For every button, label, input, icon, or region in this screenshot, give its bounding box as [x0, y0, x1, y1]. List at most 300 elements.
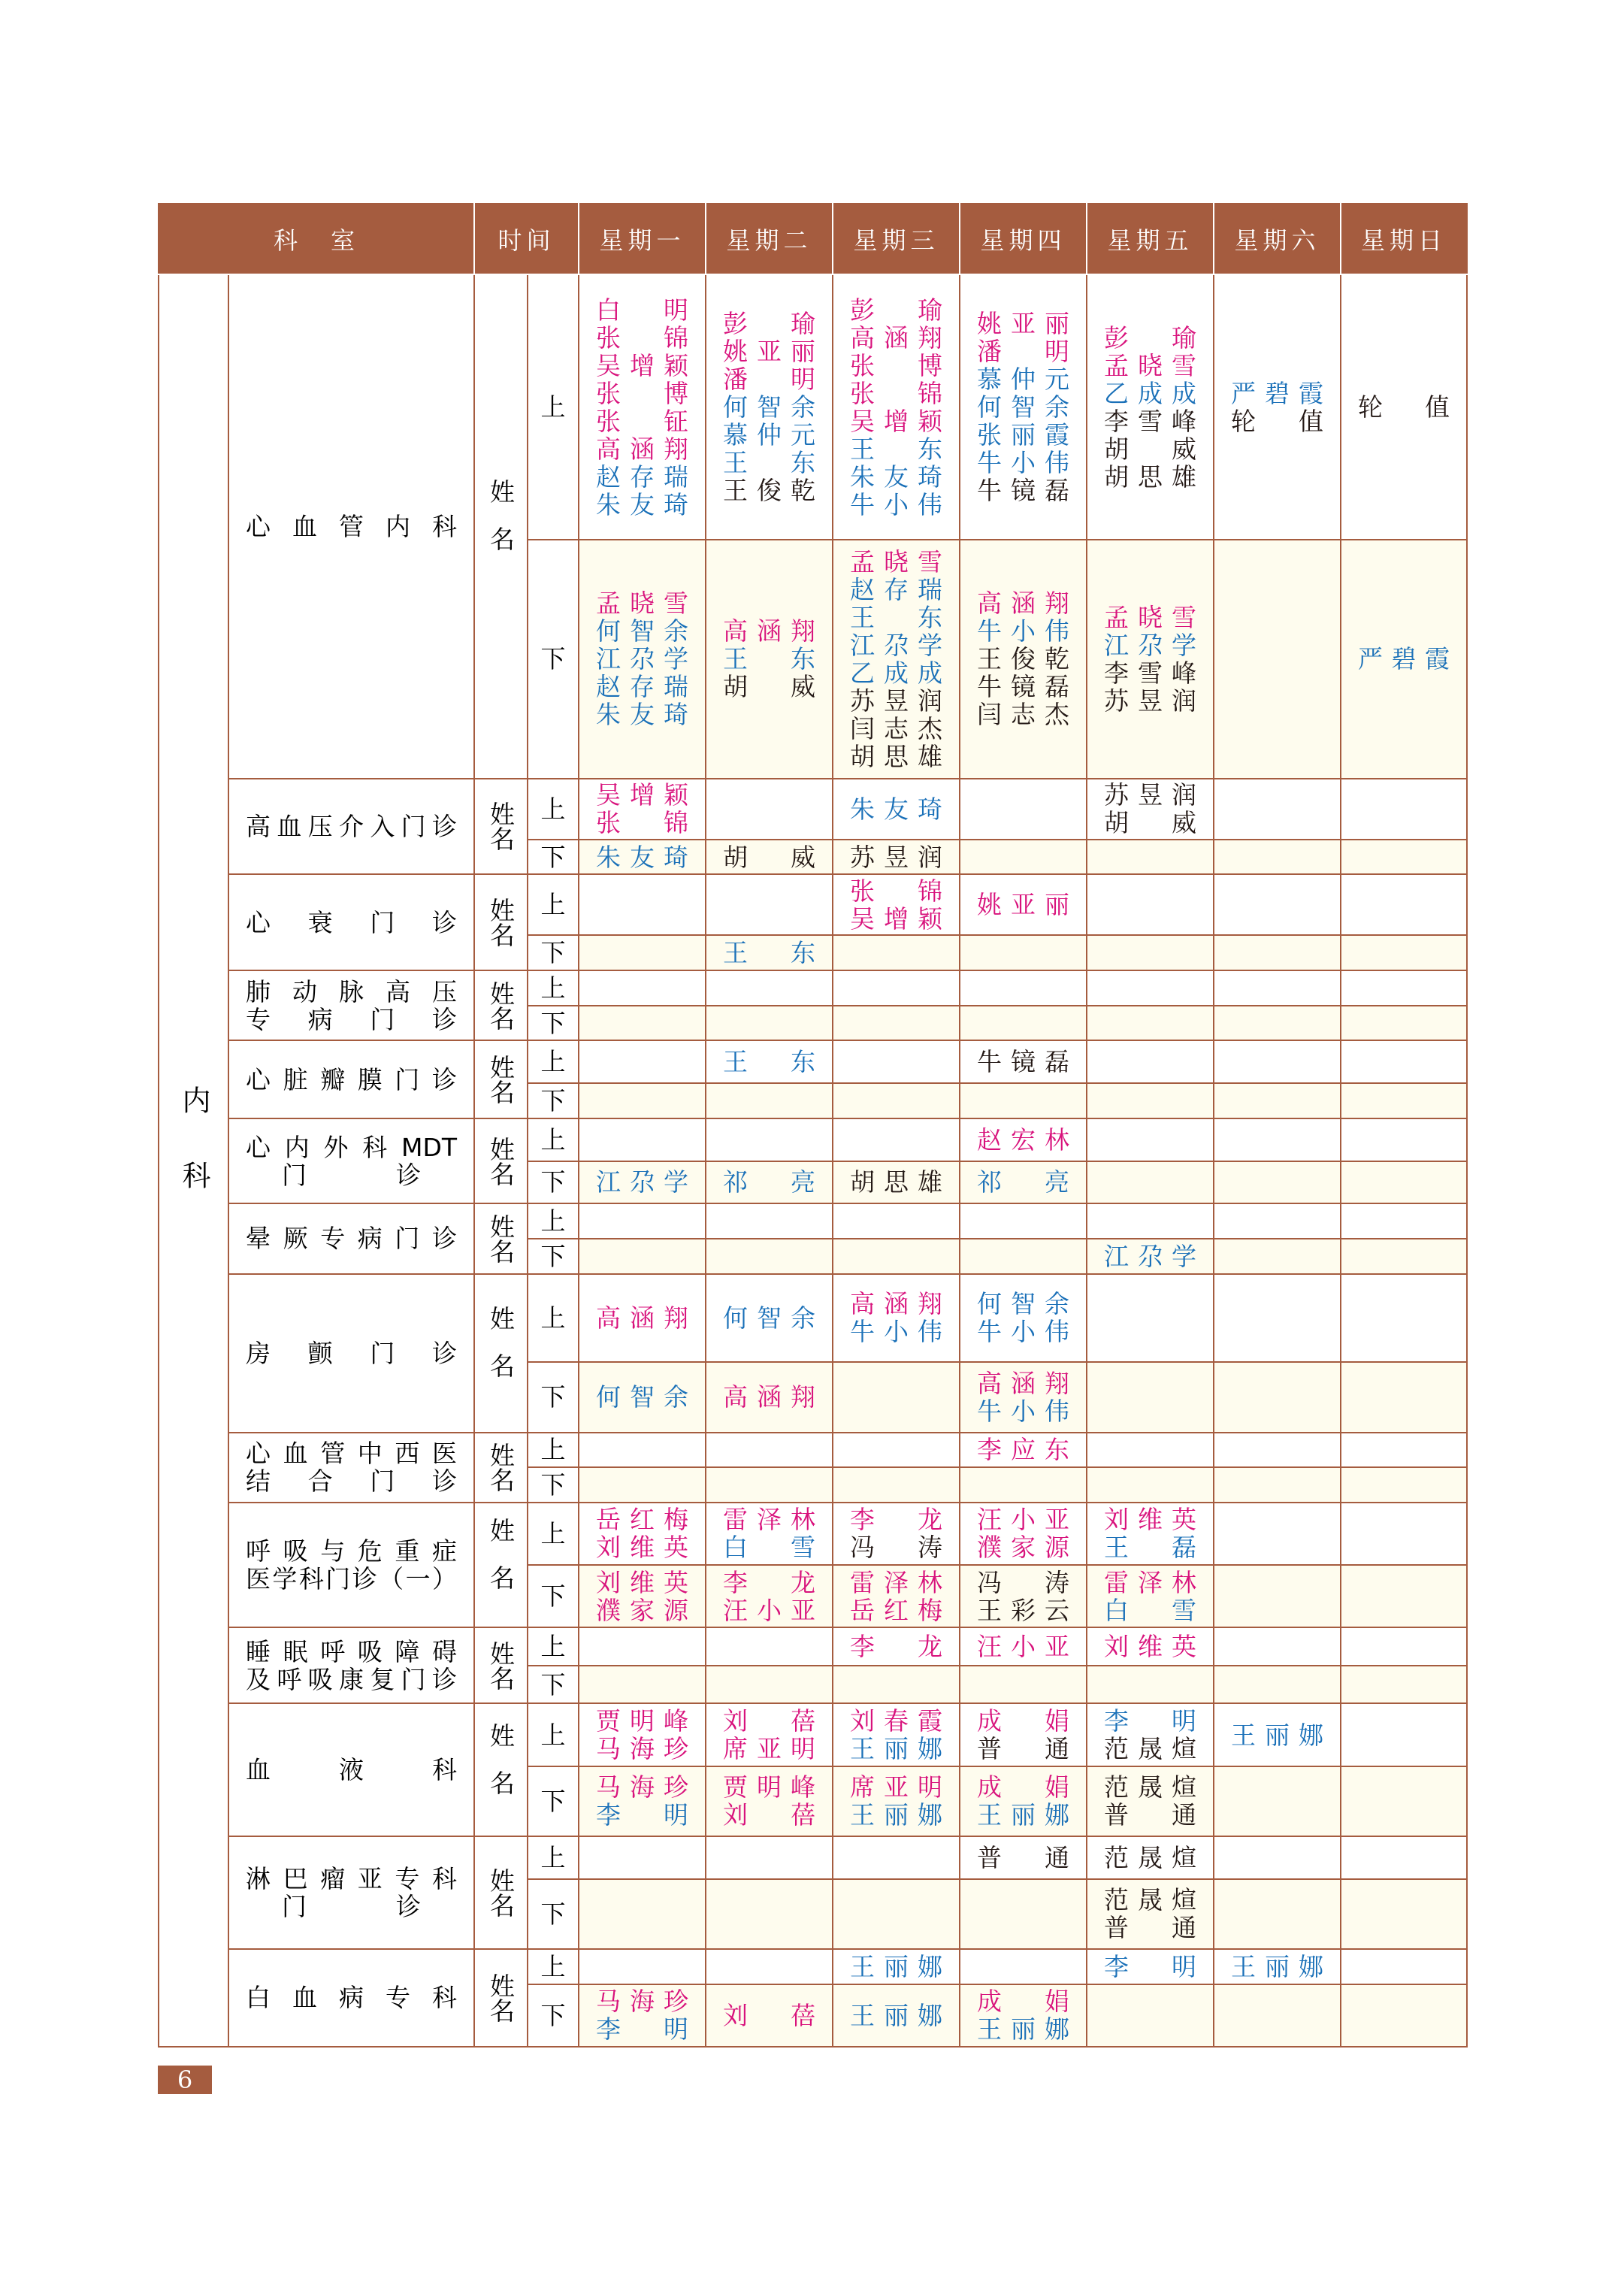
- doctor-name: 胡思雄: [850, 741, 943, 771]
- department-name: [228, 1274, 474, 1433]
- schedule-cell: [960, 1984, 1087, 2047]
- doctor-name: 胡威: [1104, 808, 1197, 838]
- schedule-cell: [960, 1161, 1087, 1204]
- department-line: 血液科: [246, 1755, 458, 1785]
- schedule-cell: [833, 1083, 960, 1118]
- doctor-name: 潘明: [723, 365, 816, 395]
- doctor-name: 牛镜磊: [977, 476, 1070, 506]
- doctor-name: 王丽娜: [850, 1734, 943, 1764]
- schedule-cell: [1341, 1040, 1467, 1083]
- doctor-name: 姚亚丽: [977, 890, 1070, 920]
- name-label: 姓名: [474, 1118, 528, 1204]
- doctor-name: 张锦: [850, 876, 943, 906]
- schedule-cell: [833, 1879, 960, 1949]
- doctor-name: 王丽娜: [850, 1800, 943, 1830]
- schedule-cell: [1214, 1703, 1341, 1766]
- doctor-name: 牛镜磊: [977, 1047, 1070, 1077]
- doctor-name: 王东: [723, 644, 816, 674]
- schedule-cell: [1341, 1161, 1467, 1204]
- slot-afternoon: 下: [528, 1666, 579, 1704]
- schedule-cell: [1341, 1006, 1467, 1041]
- schedule-cell: [833, 840, 960, 875]
- doctor-name: 张锦: [596, 322, 689, 353]
- doctor-name: 胡威: [723, 672, 816, 702]
- schedule-cell: [960, 1949, 1087, 1984]
- doctor-name: 汪小亚: [977, 1505, 1070, 1535]
- schedule-cell: [960, 1362, 1087, 1432]
- department-name: [228, 970, 474, 1040]
- doctor-name: 王俊乾: [977, 644, 1070, 674]
- department-line: 心衰门诊: [246, 907, 458, 937]
- department-name: [228, 1949, 474, 2047]
- schedule-cell: [1214, 1161, 1341, 1204]
- schedule-cell: [1087, 1627, 1214, 1666]
- name-label: 姓名: [474, 1274, 528, 1433]
- schedule-cell: [1214, 1362, 1341, 1432]
- schedule-cell: [1214, 1766, 1341, 1836]
- doctor-name: 乙成成: [1104, 378, 1197, 408]
- doctor-name: 慕仲元: [723, 420, 816, 450]
- header-day: 星期日: [1341, 204, 1467, 274]
- doctor-name: 胡思雄: [850, 1167, 943, 1197]
- doctor-name: 姚亚丽: [723, 337, 816, 367]
- schedule-cell: [579, 1118, 706, 1161]
- schedule-cell: [579, 540, 706, 778]
- schedule-cell: [1087, 840, 1214, 875]
- schedule-cell: [960, 1083, 1087, 1118]
- schedule-cell: [579, 1239, 706, 1274]
- schedule-cell: [579, 1565, 706, 1627]
- schedule-cell: [579, 1984, 706, 2047]
- slot-morning: 上: [528, 1627, 579, 1666]
- schedule-cell: [579, 1766, 706, 1836]
- schedule-cell: [1087, 1984, 1214, 2047]
- morning-row: [159, 1627, 1467, 1666]
- schedule-cell: [706, 1879, 833, 1949]
- slot-morning: 上: [528, 970, 579, 1006]
- schedule-cell: [579, 1879, 706, 1949]
- section-label: 内科: [159, 274, 228, 2047]
- schedule-cell: [579, 1161, 706, 1204]
- schedule-cell: [579, 1666, 706, 1704]
- schedule-cell: [1341, 1565, 1467, 1627]
- doctor-name: 牛镜磊: [977, 672, 1070, 702]
- slot-afternoon: 下: [528, 1006, 579, 1041]
- department-line: 门诊: [282, 1891, 422, 1921]
- schedule-cell: [960, 1879, 1087, 1949]
- schedule-cell: [960, 970, 1087, 1006]
- slot-morning: 上: [528, 1203, 579, 1239]
- morning-row: [159, 874, 1467, 935]
- slot-morning: 上: [528, 874, 579, 935]
- morning-row: [159, 1274, 1467, 1363]
- slot-afternoon: 下: [528, 1984, 579, 2047]
- schedule-cell: [706, 540, 833, 778]
- schedule-cell: [1087, 274, 1214, 540]
- slot-morning: 上: [528, 1503, 579, 1565]
- schedule-cell: [706, 1161, 833, 1204]
- doctor-name: 王东: [723, 1047, 816, 1077]
- schedule-cell: [1214, 970, 1341, 1006]
- department-name: [228, 1627, 474, 1703]
- doctor-name: 朱友琦: [596, 489, 689, 519]
- morning-row: [159, 274, 1467, 540]
- schedule-cell: [1087, 540, 1214, 778]
- schedule-cell: [1087, 874, 1214, 935]
- slot-afternoon: 下: [528, 840, 579, 875]
- schedule-cell: [833, 1666, 960, 1704]
- doctor-name: 贾明峰: [596, 1706, 689, 1736]
- doctor-name: 刘蓓: [723, 1706, 816, 1736]
- name-label: 姓名: [474, 779, 528, 875]
- doctor-name: 江尕学: [850, 630, 943, 660]
- department-name: [228, 1203, 474, 1273]
- department-line: 心血管中西医: [246, 1439, 458, 1469]
- schedule-cell: [960, 779, 1087, 840]
- doctor-name: 王丽娜: [977, 1800, 1070, 1830]
- doctor-name: 轮值: [1358, 392, 1450, 422]
- morning-row: [159, 1836, 1467, 1879]
- schedule-cell: [1341, 540, 1467, 778]
- schedule-cell: [579, 1433, 706, 1468]
- slot-morning: 上: [528, 779, 579, 840]
- doctor-name: 牛小伟: [977, 616, 1070, 646]
- schedule-cell: [833, 1040, 960, 1083]
- doctor-name: 李明: [1104, 1951, 1197, 1981]
- doctor-name: 刘蓓: [723, 1800, 816, 1830]
- schedule-cell: [579, 1467, 706, 1503]
- slot-afternoon: 下: [528, 1362, 579, 1432]
- schedule-cell: [1341, 1274, 1467, 1363]
- schedule-cell: [706, 874, 833, 935]
- doctor-name: 张锦: [596, 808, 689, 838]
- schedule-cell: [1341, 1984, 1467, 2047]
- schedule-cell: [1341, 970, 1467, 1006]
- department-line: 心脏瓣膜门诊: [246, 1064, 458, 1094]
- schedule-cell: [706, 1083, 833, 1118]
- schedule-cell: [1214, 1836, 1341, 1879]
- doctor-name: 何智余: [977, 1289, 1070, 1319]
- schedule-cell: [960, 1040, 1087, 1083]
- slot-morning: 上: [528, 1836, 579, 1879]
- doctor-name: 孟晓雪: [1104, 350, 1197, 380]
- morning-row: [159, 1203, 1467, 1239]
- doctor-name: 赵存瑞: [596, 672, 689, 702]
- department-line: 医学科门诊（一）: [246, 1563, 458, 1594]
- doctor-name: 何智余: [723, 1303, 816, 1333]
- schedule-cell: [1087, 1879, 1214, 1949]
- schedule-cell: [1087, 1503, 1214, 1565]
- schedule-cell: [1087, 1666, 1214, 1704]
- schedule-cell: [833, 1239, 960, 1274]
- schedule-cell: [1214, 1239, 1341, 1274]
- department-line: 及呼吸康复门诊: [246, 1664, 458, 1694]
- schedule-cell: [1214, 274, 1341, 540]
- schedule-cell: [706, 1006, 833, 1041]
- department-line: 心内外科MDT: [246, 1132, 458, 1162]
- slot-afternoon: 下: [528, 1161, 579, 1204]
- schedule-cell: [1214, 1565, 1341, 1627]
- department-name: [228, 1040, 474, 1118]
- doctor-name: 普通: [977, 1842, 1070, 1872]
- doctor-name: 何智余: [723, 392, 816, 422]
- schedule-cell: [1087, 1239, 1214, 1274]
- doctor-name: 李明: [596, 1800, 689, 1830]
- doctor-name: 李龙: [850, 1631, 943, 1661]
- slot-afternoon: 下: [528, 935, 579, 970]
- schedule-cell: [1341, 1362, 1467, 1432]
- schedule-cell: [1214, 1666, 1341, 1704]
- schedule-cell: [1341, 1879, 1467, 1949]
- doctor-name: 高涵翔: [977, 589, 1070, 619]
- doctor-name: 汪小亚: [723, 1595, 816, 1625]
- doctor-name: 朱友琦: [850, 462, 943, 492]
- doctor-name: 范晟煊: [1104, 1772, 1197, 1802]
- name-label: 姓名: [474, 1040, 528, 1118]
- schedule-cell: [1214, 1949, 1341, 1984]
- doctor-name: 李雪峰: [1104, 658, 1197, 688]
- department-name: [228, 779, 474, 875]
- department-line: 高血压介入门诊: [246, 811, 458, 841]
- schedule-cell: [1214, 1627, 1341, 1666]
- doctor-name: 祁亮: [977, 1167, 1070, 1197]
- schedule-cell: [833, 1362, 960, 1432]
- schedule-cell: [1087, 779, 1214, 840]
- schedule-cell: [960, 1766, 1087, 1836]
- doctor-name: 祁亮: [723, 1167, 816, 1197]
- schedule-cell: [706, 1118, 833, 1161]
- schedule-cell: [833, 1433, 960, 1468]
- schedule-cell: [1341, 1836, 1467, 1879]
- doctor-name: 王丽娜: [850, 1951, 943, 1981]
- slot-morning: 上: [528, 1703, 579, 1766]
- doctor-name: 普通: [977, 1734, 1070, 1764]
- schedule-cell: [706, 1433, 833, 1468]
- schedule-cell: [833, 970, 960, 1006]
- schedule-cell: [706, 1467, 833, 1503]
- schedule-cell: [960, 1467, 1087, 1503]
- schedule-cell: [706, 935, 833, 970]
- doctor-name: 雷泽林: [850, 1567, 943, 1597]
- department-line: 白血病专科: [246, 1983, 458, 2013]
- department-line: 睡眠呼吸障碍: [246, 1636, 458, 1666]
- schedule-cell: [579, 779, 706, 840]
- schedule-cell: [833, 1627, 960, 1666]
- schedule-cell: [1087, 1949, 1214, 1984]
- name-label: 姓名: [474, 970, 528, 1040]
- schedule-cell: [1341, 1503, 1467, 1565]
- doctor-name: 王东: [723, 938, 816, 968]
- name-label: 姓名: [474, 874, 528, 970]
- schedule-cell: [960, 840, 1087, 875]
- doctor-name: 马海珍: [596, 1734, 689, 1764]
- schedule-cell: [579, 874, 706, 935]
- morning-row: [159, 1040, 1467, 1083]
- doctor-name: 高涵翔: [596, 434, 689, 464]
- doctor-name: 胡威: [723, 842, 816, 872]
- schedule-cell: [960, 874, 1087, 935]
- department-name: [228, 874, 474, 970]
- schedule-cell: [1214, 935, 1341, 970]
- schedule-cell: [833, 540, 960, 778]
- schedule-cell: [833, 1118, 960, 1161]
- doctor-name: 闫志杰: [977, 700, 1070, 730]
- schedule-cell: [1341, 840, 1467, 875]
- schedule-cell: [1087, 1467, 1214, 1503]
- schedule-cell: [1341, 1766, 1467, 1836]
- doctor-name: 高涵翔: [723, 1382, 816, 1412]
- doctor-name: 牛小伟: [977, 448, 1070, 478]
- department-name: [228, 1703, 474, 1836]
- name-label: 姓名: [474, 1836, 528, 1949]
- doctor-name: 潘明: [977, 337, 1070, 367]
- slot-afternoon: 下: [528, 1879, 579, 1949]
- doctor-name: 王丽娜: [1231, 1720, 1324, 1750]
- schedule-cell: [1087, 1362, 1214, 1432]
- doctor-name: 江尕学: [1104, 1241, 1197, 1271]
- schedule-cell: [960, 1203, 1087, 1239]
- doctor-name: 王东: [723, 448, 816, 478]
- doctor-name: 姚亚丽: [977, 309, 1070, 339]
- doctor-name: 冯涛: [977, 1567, 1070, 1597]
- slot-morning: 上: [528, 1274, 579, 1363]
- name-label: 姓名: [474, 1703, 528, 1836]
- schedule-cell: [1087, 1274, 1214, 1363]
- schedule-cell: [579, 1503, 706, 1565]
- slot-afternoon: 下: [528, 540, 579, 778]
- schedule-cell: [1214, 540, 1341, 778]
- schedule-cell: [1214, 779, 1341, 840]
- schedule-cell: [1087, 1433, 1214, 1468]
- schedule-cell: [1214, 874, 1341, 935]
- slot-morning: 上: [528, 1949, 579, 1984]
- morning-row: [159, 1703, 1467, 1766]
- header-time: 时间: [474, 204, 579, 274]
- schedule-cell: [960, 1433, 1087, 1468]
- doctor-name: 张钲: [596, 406, 689, 436]
- department-line: 房颤门诊: [246, 1338, 458, 1368]
- doctor-name: 高涵翔: [977, 1368, 1070, 1398]
- doctor-name: 苏昱润: [1104, 686, 1197, 716]
- department-line: 晕厥专病门诊: [246, 1224, 458, 1254]
- schedule-cell: [1341, 1083, 1467, 1118]
- doctor-name: 雷泽林: [1104, 1567, 1197, 1597]
- doctor-name: 何智余: [596, 616, 689, 646]
- doctor-name: 普通: [1104, 1800, 1197, 1830]
- header-day: 星期二: [706, 204, 833, 274]
- schedule-cell: [960, 540, 1087, 778]
- schedule-cell: [960, 1836, 1087, 1879]
- doctor-name: 贾明峰: [723, 1772, 816, 1802]
- slot-morning: 上: [528, 1040, 579, 1083]
- doctor-name: 刘春霞: [850, 1706, 943, 1736]
- doctor-name: 闫志杰: [850, 713, 943, 743]
- schedule-cell: [579, 1703, 706, 1766]
- schedule-cell: [1087, 970, 1214, 1006]
- doctor-name: 张博: [850, 350, 943, 380]
- doctor-name: 王东: [850, 434, 943, 464]
- schedule-cell: [833, 779, 960, 840]
- schedule-cell: [706, 970, 833, 1006]
- schedule-cell: [1087, 1161, 1214, 1204]
- schedule-cell: [833, 1984, 960, 2047]
- doctor-name: 严碧霞: [1358, 644, 1450, 674]
- schedule-cell: [1341, 1703, 1467, 1766]
- schedule-cell: [706, 1274, 833, 1363]
- schedule-cell: [1341, 1433, 1467, 1468]
- doctor-name: 江尕学: [596, 644, 689, 674]
- doctor-name: 雷泽林: [723, 1505, 816, 1535]
- doctor-name: 李明: [596, 2014, 689, 2044]
- page-number: 6: [158, 2066, 212, 2094]
- doctor-name: 吴增颖: [850, 406, 943, 436]
- doctor-name: 冯涛: [850, 1533, 943, 1563]
- schedule-cell: [1214, 1083, 1341, 1118]
- schedule-cell: [1087, 1565, 1214, 1627]
- header-day: 星期六: [1214, 204, 1341, 274]
- schedule-cell: [1214, 840, 1341, 875]
- doctor-name: 李龙: [850, 1505, 943, 1535]
- schedule-cell: [706, 274, 833, 540]
- schedule-cell: [1087, 1203, 1214, 1239]
- schedule-cell: [706, 1836, 833, 1879]
- doctor-name: 吴增颖: [596, 350, 689, 380]
- doctor-name: 刘维英: [1104, 1631, 1197, 1661]
- schedule-cell: [706, 1239, 833, 1274]
- schedule-cell: [1214, 1503, 1341, 1565]
- slot-afternoon: 下: [528, 1565, 579, 1627]
- schedule-cell: [1341, 1949, 1467, 1984]
- doctor-name: 孟晓雪: [850, 546, 943, 577]
- schedule-cell: [706, 1703, 833, 1766]
- doctor-name: 高涵翔: [850, 1289, 943, 1319]
- slot-morning: 上: [528, 1433, 579, 1468]
- schedule-cell: [579, 274, 706, 540]
- doctor-name: 朱友琦: [850, 794, 943, 824]
- department-line: 肺动脉高压: [246, 976, 458, 1006]
- doctor-name: 江尕学: [596, 1167, 689, 1197]
- doctor-name: 王磊: [1104, 1533, 1197, 1563]
- header-dept: 科 室: [159, 204, 474, 274]
- schedule-cell: [833, 1006, 960, 1041]
- schedule-cell: [833, 1161, 960, 1204]
- schedule-cell: [833, 1565, 960, 1627]
- schedule-cell: [833, 1503, 960, 1565]
- doctor-name: 刘维英: [596, 1533, 689, 1563]
- doctor-name: 范晟煊: [1104, 1734, 1197, 1764]
- morning-row: [159, 779, 1467, 840]
- schedule-cell: [833, 1703, 960, 1766]
- header-day: 星期四: [960, 204, 1087, 274]
- schedule-cell: [960, 935, 1087, 970]
- morning-row: [159, 1949, 1467, 1984]
- schedule-cell: [706, 1949, 833, 1984]
- schedule-cell: [1087, 935, 1214, 970]
- doctor-name: 吴增颖: [596, 780, 689, 810]
- schedule-cell: [1341, 874, 1467, 935]
- schedule-cell: [706, 1766, 833, 1836]
- schedule-cell: [833, 1274, 960, 1363]
- doctor-name: 成娟: [977, 1772, 1070, 1802]
- schedule-cell: [579, 1203, 706, 1239]
- doctor-name: 何智余: [977, 392, 1070, 422]
- name-label: 姓名: [474, 274, 528, 778]
- schedule-cell: [960, 1565, 1087, 1627]
- schedule-cell: [960, 1118, 1087, 1161]
- header-day: 星期三: [833, 204, 960, 274]
- doctor-name: 江尕学: [1104, 630, 1197, 660]
- schedule-cell: [579, 1006, 706, 1041]
